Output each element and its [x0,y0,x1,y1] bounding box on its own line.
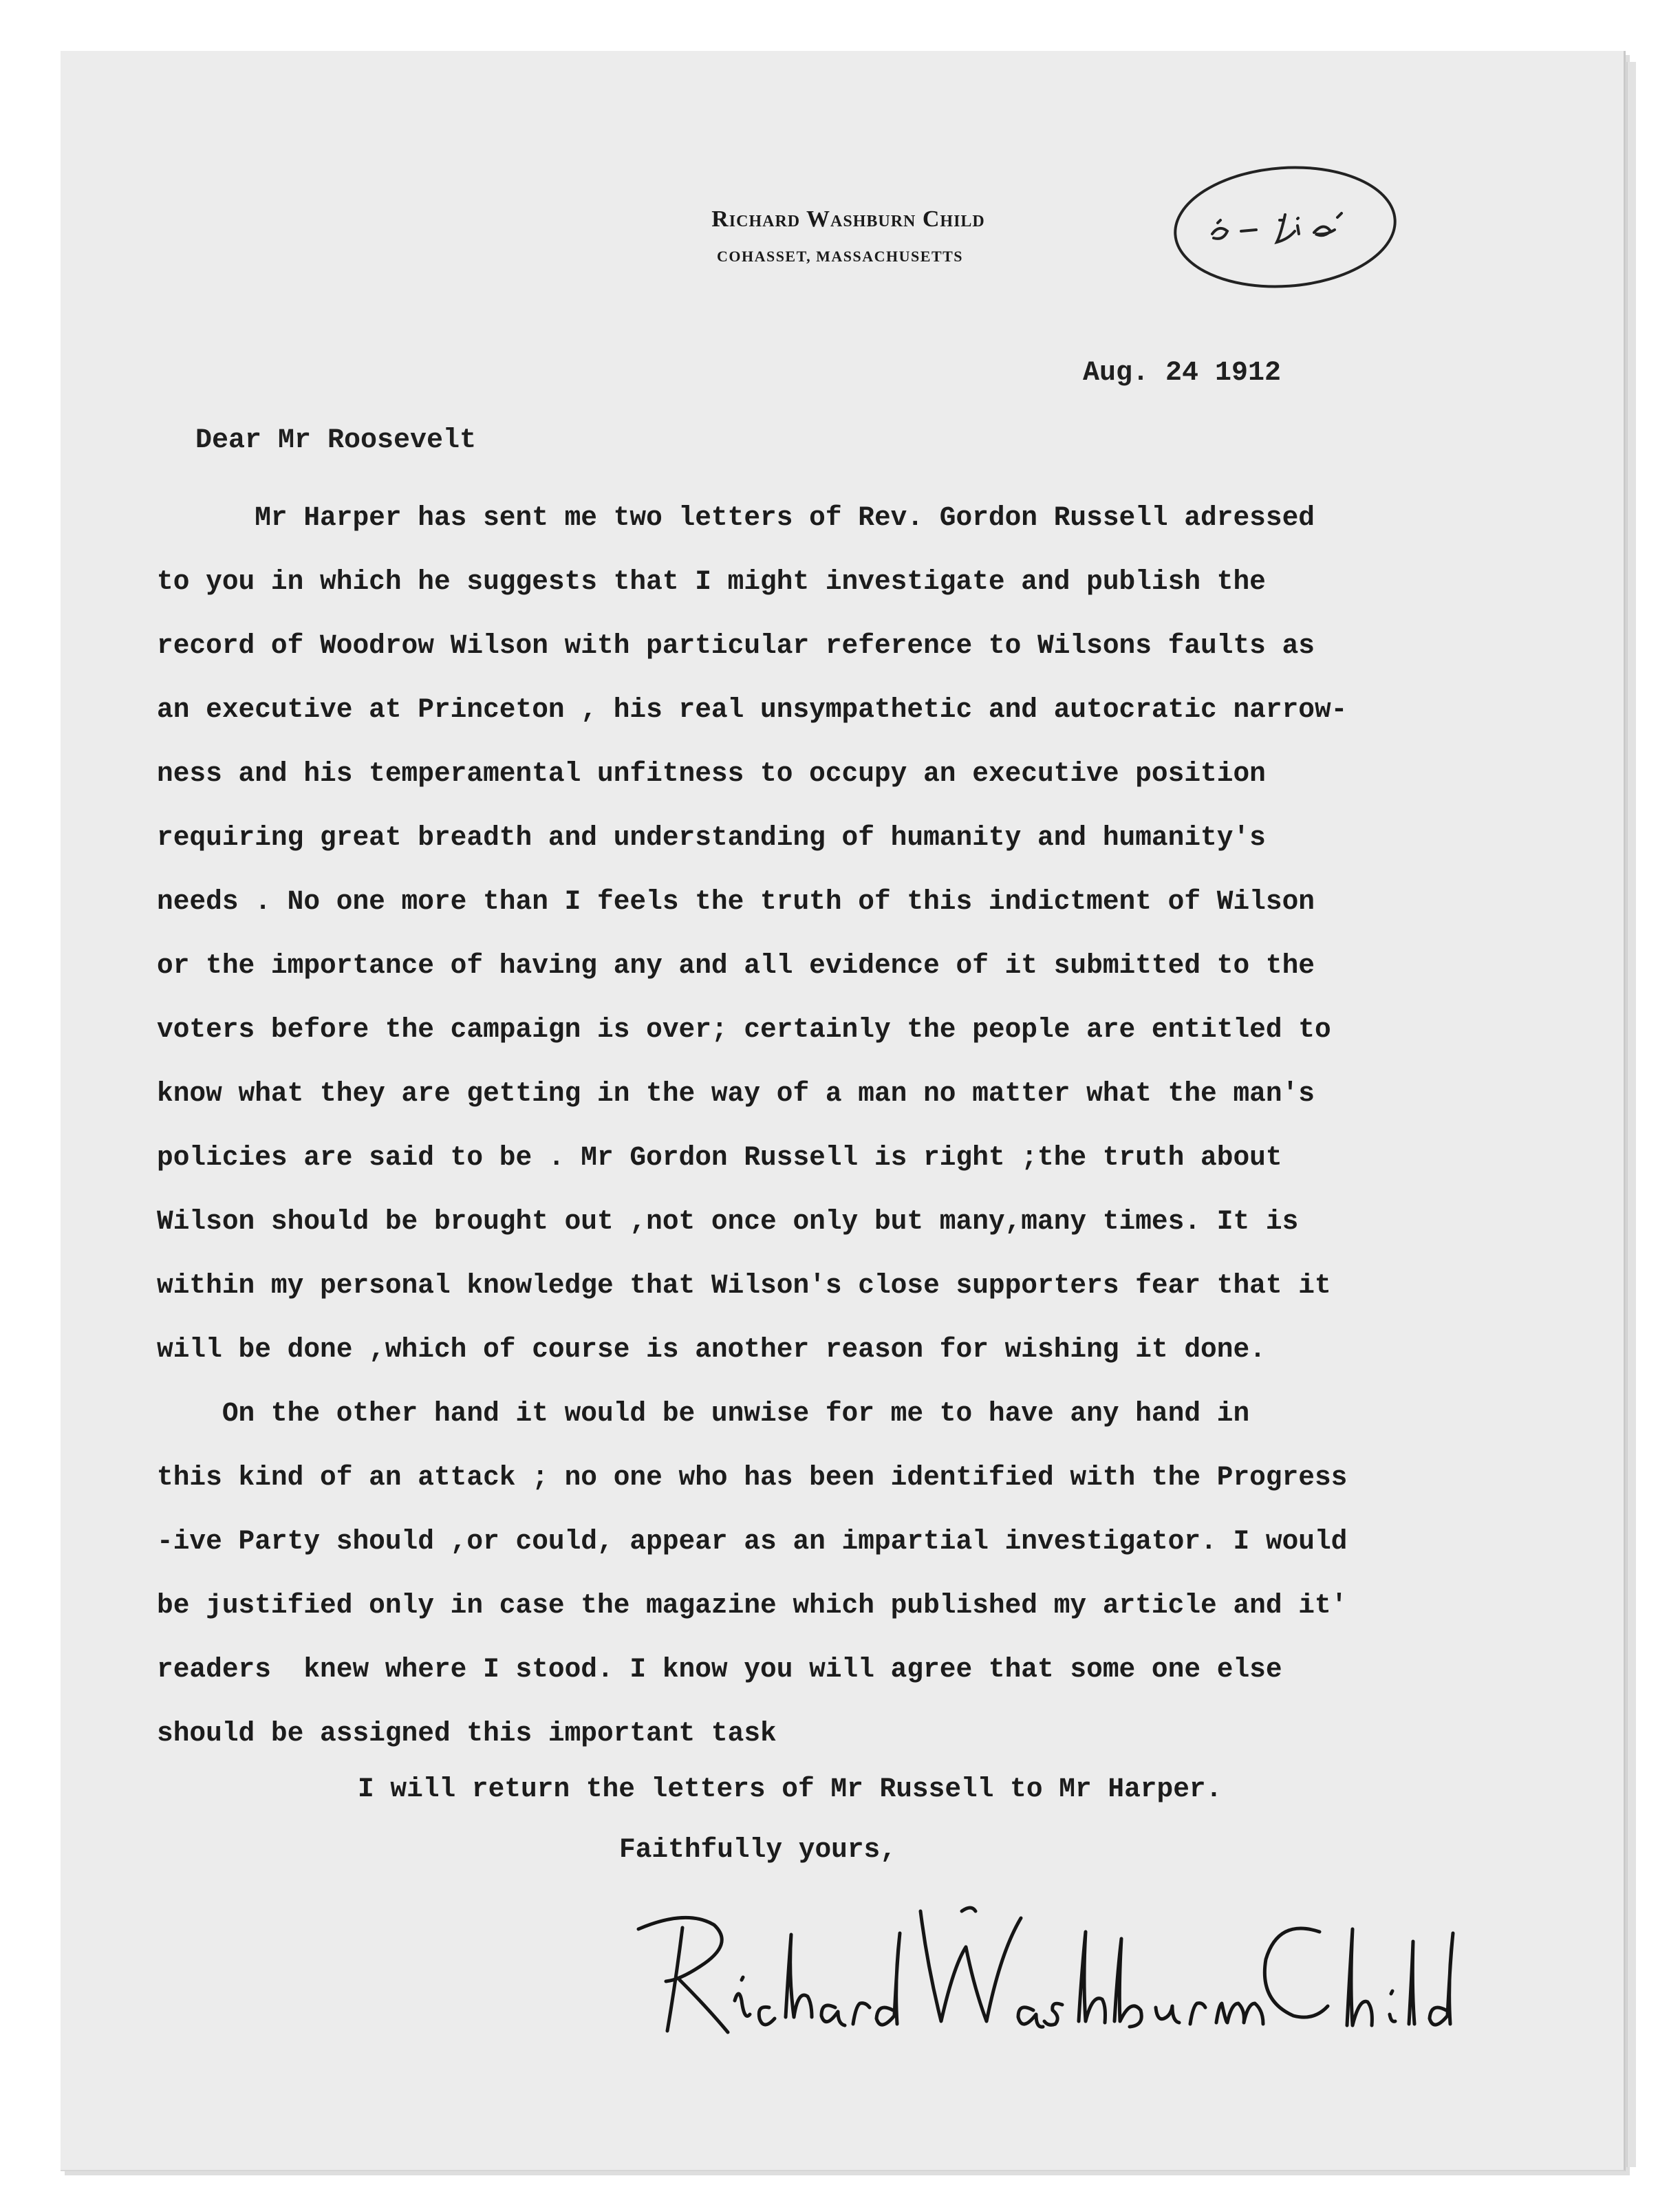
sheet-edge [1626,62,1636,2167]
body-line: within my personal knowledge that Wilson's close supporters fear that it [157,1270,1331,1301]
body-line: this kind of an attack ; no one who has been identified with the Progress [157,1462,1348,1493]
body-line: or the importance of having any and all evidence of it submitted to the [157,950,1315,981]
body-line: On the other hand it would be unwise for me to have any hand in [157,1398,1250,1429]
valediction: Faithfully yours, [619,1834,896,1865]
body-line: should be assigned this important task [157,1718,777,1749]
body-line: an executive at Princeton , his real unsympathetic and autocratic narrow- [157,694,1348,725]
body-line: Mr Harper has sent me two letters of Rev. Gordon Russell adressed [157,502,1315,533]
handwritten-signature [632,1870,1471,2076]
signature-text: Richard Washburn Child [632,1870,641,1871]
closing-line: I will return the letters of Mr Russell to Mr Harper. [358,1774,1223,1805]
salutation: Dear Mr Roosevelt [195,425,477,456]
body-line: know what they are getting in the way of a man no matter what the man's [157,1078,1315,1109]
letter-date: Aug. 24 1912 [1083,358,1282,389]
body-line: Wilson should be brought out ,not once only but many,many times. It is [157,1206,1299,1237]
body-line: be justified only in case the magazine which published my article and it' [157,1590,1348,1621]
body-line: to you in which he suggests that I might investigate and publish the [157,566,1266,597]
body-line: requiring great breadth and understanding of humanity and humanity's [157,822,1266,853]
letterhead-name: Richard Washburn Child [711,206,985,232]
body-line: readers knew where I stood. I know you will agree that some one else [157,1654,1282,1685]
body-line: record of Woodrow Wilson with particular reference to Wilsons faults as [157,630,1315,661]
letter-body [157,486,1547,1765]
file-notation-mark [1170,160,1401,294]
body-line: -ive Party should ,or could, appear as an impartial investigator. I would [157,1526,1348,1557]
letterhead-place: COHASSET, MASSACHUSETTS [716,248,964,265]
body-line: voters before the campaign is over; certainly the people are entitled to [157,1014,1331,1045]
body-line: policies are said to be . Mr Gordon Russell is right ;the truth about [157,1142,1282,1173]
body-line: ness and his temperamental unfitness to occupy an executive position [157,758,1266,789]
body-line: will be done ,which of course is another reason for wishing it done. [157,1334,1266,1365]
body-line: needs . No one more than I feels the truth of this indictment of Wilson [157,886,1315,917]
